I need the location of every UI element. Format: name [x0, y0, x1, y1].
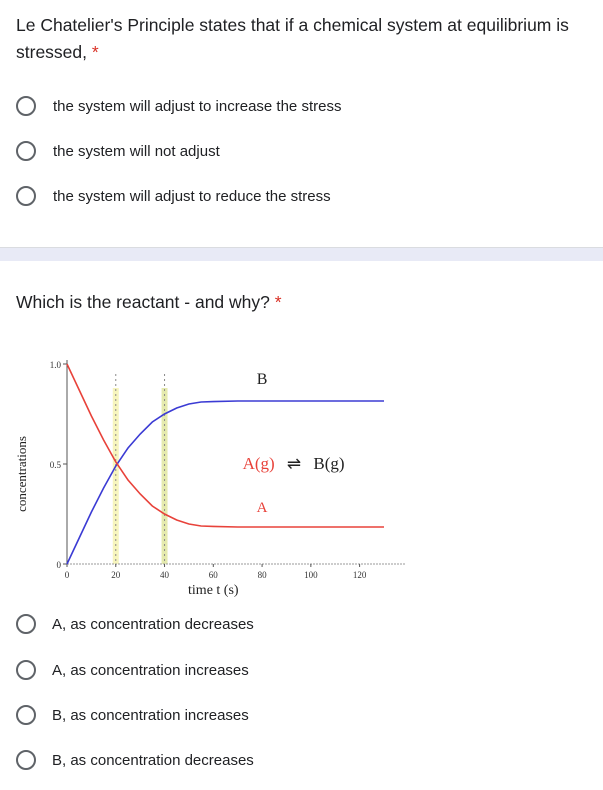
- radio-button[interactable]: [16, 186, 36, 206]
- option-label: B, as concentration increases: [52, 706, 249, 724]
- question-1-text: Le Chatelier's Principle states that if a chemical system at equilibrium is stressed,: [16, 15, 569, 62]
- q1-option-1[interactable]: [16, 94, 341, 118]
- question-2-title: [16, 289, 601, 316]
- x-axis-label: time t (s): [188, 583, 239, 598]
- q2-option-3[interactable]: [16, 703, 249, 727]
- equation-reactant: A(g): [242, 454, 275, 473]
- q1-option-3[interactable]: [16, 184, 331, 208]
- x-tick-label: 60: [208, 570, 218, 580]
- radio-button[interactable]: [16, 614, 36, 634]
- q2-option-2[interactable]: [16, 658, 249, 682]
- radio-button[interactable]: [16, 141, 36, 161]
- q1-option-2[interactable]: [16, 139, 220, 163]
- reaction-equation: [243, 454, 345, 473]
- required-star: *: [91, 42, 99, 62]
- series-label-b: B: [256, 371, 268, 388]
- y-tick-label: 0: [56, 560, 61, 570]
- concentration-chart: [14, 340, 414, 600]
- radio-button[interactable]: [16, 96, 36, 116]
- equation-arrow: ⇌: [286, 454, 302, 473]
- option-label: the system will not adjust: [53, 142, 220, 160]
- option-label: A, as concentration decreases: [52, 615, 254, 633]
- option-label: the system will adjust to increase the stress: [53, 97, 342, 115]
- chart-svg: [14, 340, 414, 600]
- y-tick-label: 0.5: [49, 460, 61, 470]
- x-tick-label: 40: [160, 570, 170, 580]
- equation-product: B(g): [313, 454, 345, 473]
- section-divider: [0, 247, 603, 261]
- series-label-a: A: [256, 500, 268, 516]
- required-star: *: [274, 292, 282, 312]
- radio-button[interactable]: [16, 750, 36, 770]
- y-axis-label: concentrations: [14, 436, 29, 512]
- x-tick-label: 20: [111, 570, 121, 580]
- radio-button[interactable]: [16, 705, 36, 725]
- option-label: A, as concentration increases: [52, 661, 249, 679]
- question-2-text: Which is the reactant - and why?: [16, 292, 270, 312]
- question-1-title: [16, 12, 601, 66]
- x-tick-label: 80: [257, 570, 267, 580]
- q2-option-1[interactable]: [16, 612, 254, 636]
- x-tick-label: 100: [304, 570, 318, 580]
- option-label: the system will adjust to reduce the stress: [53, 187, 331, 205]
- x-tick-label: 0: [64, 570, 70, 580]
- x-tick-label: 120: [352, 570, 367, 580]
- q2-option-4[interactable]: [16, 748, 254, 772]
- option-label: B, as concentration decreases: [52, 751, 254, 769]
- y-tick-label: 1.0: [49, 360, 61, 370]
- radio-button[interactable]: [16, 660, 36, 680]
